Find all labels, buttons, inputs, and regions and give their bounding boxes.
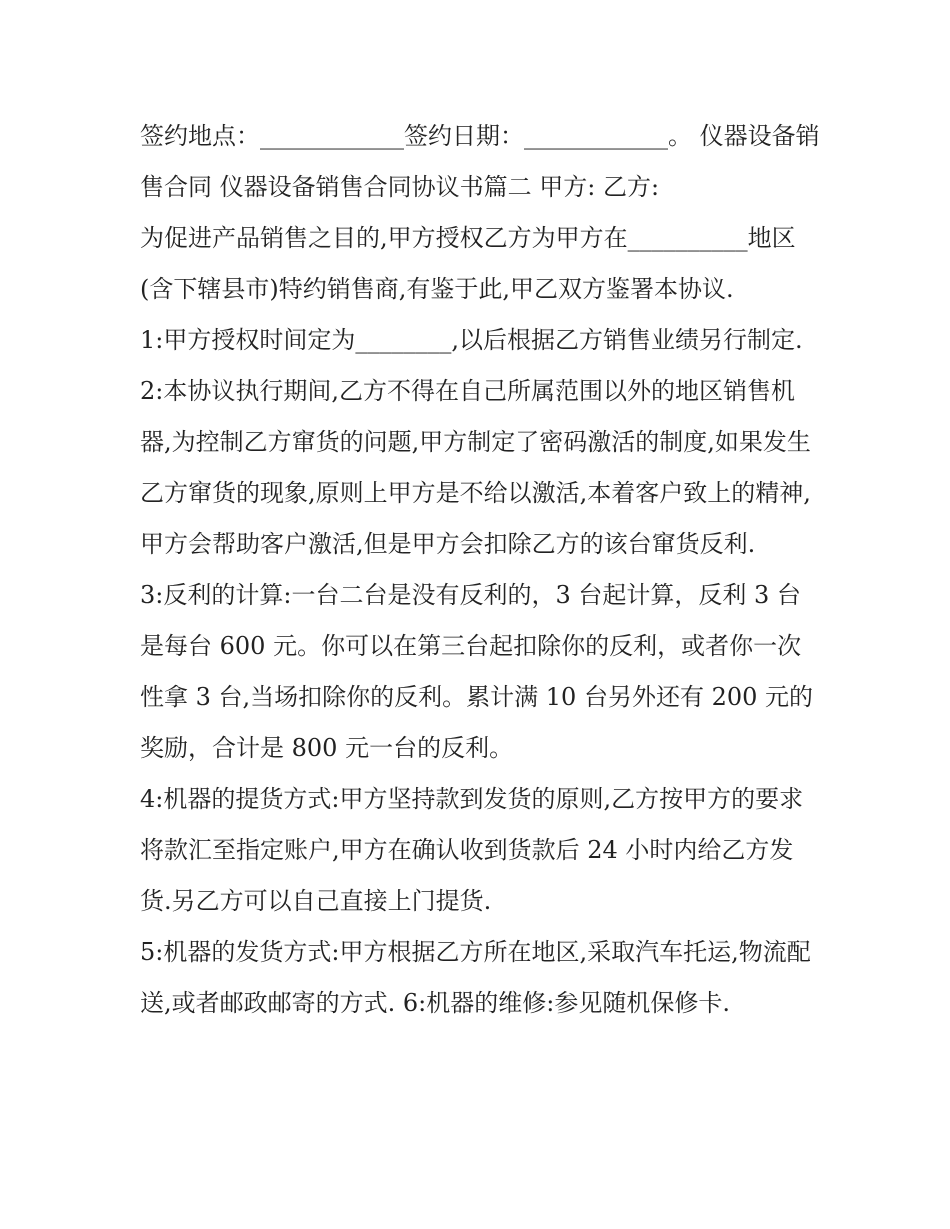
paragraph-signing-info: 签约地点：____________签约日期：____________。 仪器设备销售合同 仪器设备销售合同协议书篇二 甲方: 乙方: <box>140 122 820 201</box>
paragraph-authorization: 为促进产品销售之目的,甲方授权乙方为甲方在__________地区(含下辖县市)特约销售商,有鉴于此,甲乙双方鉴署本协议. <box>140 224 796 303</box>
document-body <box>140 111 820 1029</box>
paragraph-clause-2: 2:本协议执行期间,乙方不得在自己所属范围以外的地区销售机器,为控制乙方窜货的问题,甲方制定了密码激活的制度,如果发生乙方窜货的现象,原则上甲方是不给以激活,本着客户致上的精神,甲方会帮助客户激活,但是甲方会扣除乙方的该台窜货反利. <box>140 377 811 558</box>
paragraph-clause-4: 4:机器的提货方式:甲方坚持款到发货的原则,乙方按甲方的要求将款汇至指定账户,甲方在确认收到货款后 24 小时内给乙方发货.另乙方可以自己直接上门提货. <box>140 785 804 915</box>
paragraph-clause-5-6: 5:机器的发货方式:甲方根据乙方所在地区,采取汽车托运,物流配送,或者邮政邮寄的方式. 6:机器的维修:参见随机保修卡. <box>140 938 811 1017</box>
paragraph-clause-3: 3:反利的计算:一台二台是没有反利的，3 台起计算，反利 3 台是每台 600 元。你可以在第三台起扣除你的反利，或者你一次性拿 3 台,当场扣除你的反利。累计满 10 台另外还有 200 元的奖励，合计是 800 元一台的反利。 <box>140 581 814 762</box>
paragraph-clause-1: 1:甲方授权时间定为________,以后根据乙方销售业绩另行制定. <box>140 326 803 354</box>
